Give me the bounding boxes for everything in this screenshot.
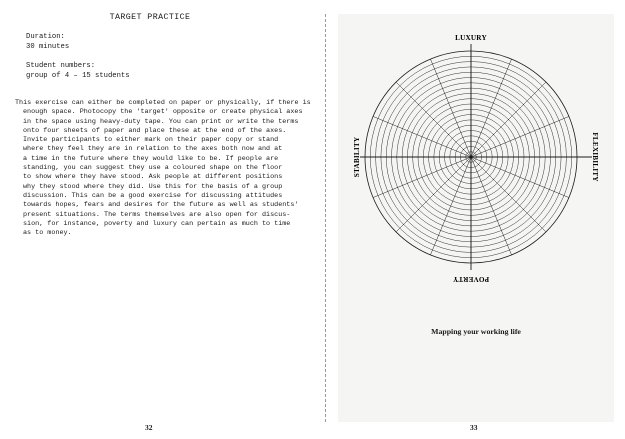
axis-label-bottom: POVERTY bbox=[452, 275, 490, 283]
body-line: sion, for instance, poverty and luxury can pertain as much to time bbox=[23, 219, 291, 228]
diagram-caption: Mapping your working life bbox=[431, 327, 521, 336]
target-spoke bbox=[373, 116, 471, 157]
students-label: Student numbers: bbox=[26, 62, 96, 70]
target-spoke bbox=[471, 59, 512, 157]
target-spoke bbox=[430, 59, 471, 157]
body-line: why they stood where they did. Use this for the basis of a group bbox=[23, 182, 283, 191]
students-block bbox=[26, 62, 130, 81]
body-line: to show where they have stood. Ask people at different positions bbox=[23, 173, 283, 182]
duration-label: Duration: bbox=[26, 33, 65, 41]
body-line: as to money. bbox=[23, 229, 72, 238]
page-number-left: 32 bbox=[145, 423, 153, 432]
body-line: where they feel they are in relation to the axes both now and at bbox=[23, 145, 283, 154]
body-line: towards hopes, fears and desires for the future as well as students' bbox=[23, 201, 299, 210]
body-line: a time in the future where they would like to be. If people are bbox=[23, 154, 279, 163]
axis-label-top: LUXURY bbox=[455, 34, 487, 42]
target-spoke bbox=[396, 82, 471, 157]
target-spoke bbox=[430, 157, 471, 255]
body-line: Invite participants to either mark on their paper copy or stand bbox=[23, 136, 279, 145]
body-line: present situations. The terms themselves are also open for discus- bbox=[23, 210, 291, 219]
body-line: standing, you can suggest they use a coloured shape on the floor bbox=[23, 164, 283, 173]
right-page bbox=[327, 0, 625, 439]
target-diagram bbox=[338, 14, 614, 422]
body-line: This exercise can either be completed on paper or physically, if there is bbox=[15, 99, 311, 107]
duration-block bbox=[26, 33, 69, 52]
target-card bbox=[338, 14, 614, 422]
target-spoke bbox=[396, 157, 471, 232]
target-spoke bbox=[471, 157, 546, 232]
target-spoke bbox=[471, 116, 569, 157]
target-spoke bbox=[471, 82, 546, 157]
students-value: group of 4 – 15 students bbox=[26, 71, 130, 80]
axis-label-left: STABILITY bbox=[353, 136, 361, 178]
target-spoke bbox=[373, 157, 471, 198]
target-spoke bbox=[471, 157, 512, 255]
duration-value: 30 minutes bbox=[26, 42, 70, 51]
axis-label-right: FLEXIBILITY bbox=[591, 132, 599, 182]
page-number-right: 33 bbox=[470, 423, 478, 432]
body-line: enough space. Photocopy the 'target' opposite or create physical axes bbox=[23, 108, 303, 117]
page-title: TARGET PRACTICE bbox=[109, 13, 191, 22]
target-spoke bbox=[471, 157, 569, 198]
page-fold-divider bbox=[325, 14, 326, 422]
body-line: in the space using heavy-duty tape. You can print or write the terms bbox=[23, 117, 299, 126]
body-line: discussion. This can be a good exercise for discussing attitudes bbox=[23, 191, 283, 200]
exercise-description bbox=[15, 99, 315, 238]
body-line: onto four sheets of paper and place these at the end of the axes. bbox=[23, 126, 287, 135]
